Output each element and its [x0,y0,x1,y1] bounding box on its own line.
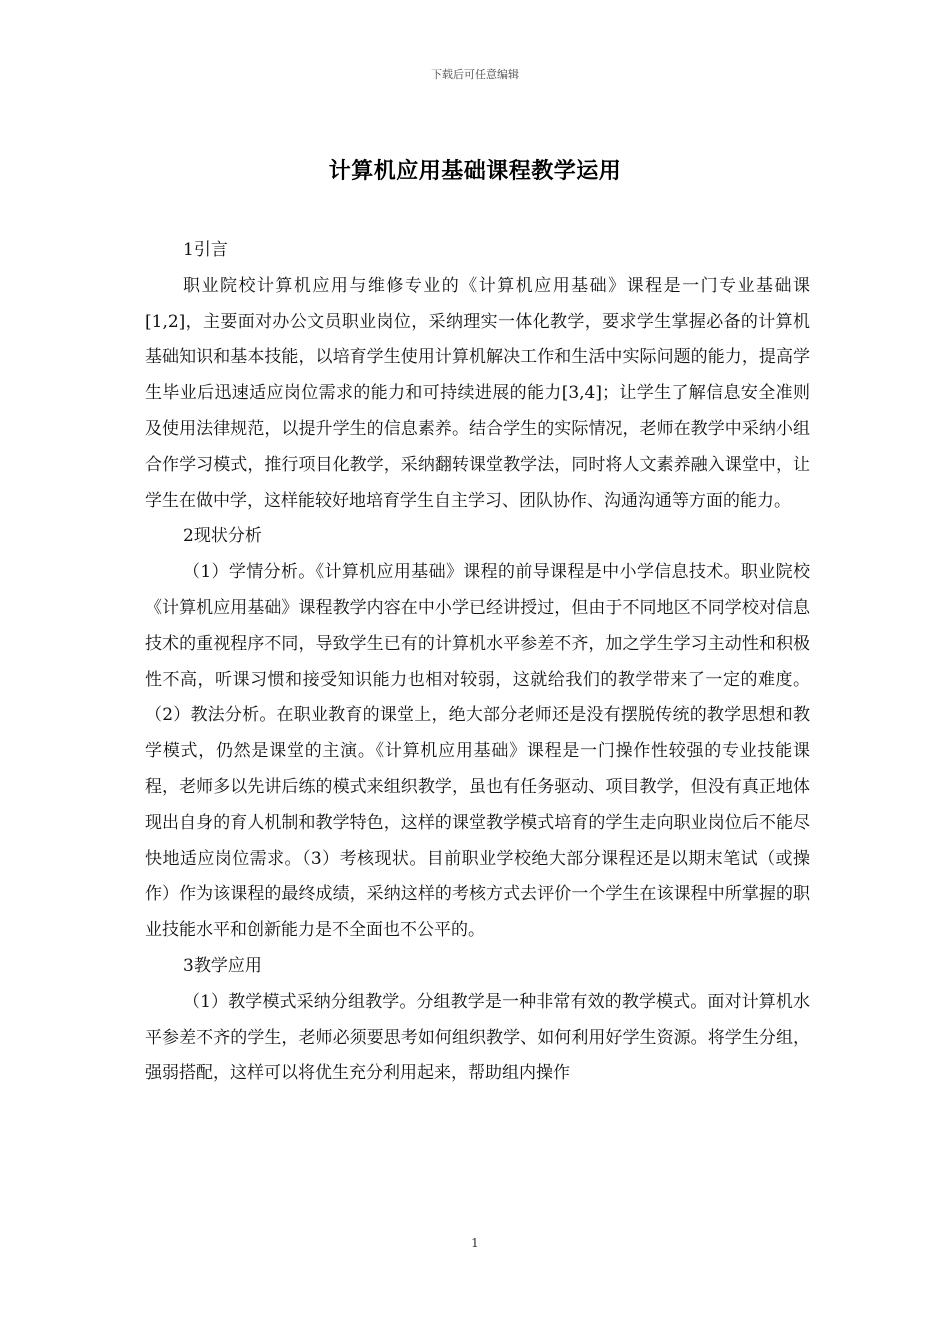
section-heading-application: 3教学应用 [183,955,262,976]
document-body [145,233,810,1092]
section-heading-status: 2现状分析 [183,526,262,547]
page-number: 1 [471,1236,479,1250]
paragraph-intro: 职业院校计算机应用与维修专业的《计算机应用基础》课程是一门专业基础课[1,2]，主要面对办公文员职业岗位，采纳理实一体化教学，要求学生掌握必备的计算机基础知识和基本技能，以培育学生使用计算机解决工作和生活中实际问题的能力，提高学生毕业后迅速适应岗位需求的能力和可持续进展的能力[3,4]；让学生了解信息安全准则及使用法律规范，以提升学生的信息素养。结合学生的实际情况，老师在教学中采纳小组合作学习模式，推行项目化教学，采纳翻转课堂教学法，同时将人文素养融入课堂中，让学生在做中学，这样能较好地培育学生自主学习、团队协作、沟通沟通等方面的能力。 [145,275,810,511]
paragraph-status: （1）学情分析。《计算机应用基础》课程的前导课程是中小学信息技术。职业院校《计算机应用基础》课程教学内容在中小学已经讲授过，但由于不同地区不同学校对信息技术的重视程序不同，导致学生已有的计算机水平参差不齐，加之学生学习主动性和积极性不高，听课习惯和接受知识能力也相对较弱，这就给我们的教学带来了一定的难度。（2）教法分析。在职业教育的课堂上，绝大部分老师还是没有摆脱传统的教学思想和教学模式，仍然是课堂的主演。《计算机应用基础》课程是一门操作性较强的专业技能课程，老师多以先讲后练的模式来组织教学，虽也有任务驱动、项目教学，但没有真正地体现出自身的育人机制和教学特色，这样的课堂教学模式培育的学生走向职业岗位后不能尽快地适应岗位需求。（3）考核现状。目前职业学校绝大部分课程还是以期末笔试（或操作）作为该课程的最终成绩，采纳这样的考核方式去评价一个学生在该课程中所掌握的职业技能水平和创新能力是不全面也不公平的。 [145,562,810,941]
section-heading-intro: 1引言 [183,240,228,260]
paragraph-application: （1）教学模式采纳分组教学。分组教学是一种非常有效的教学模式。面对计算机水平参差不齐的学生，老师必须要思考如何组织教学、如何利用好学生资源。将学生分组，强弱搭配，这样可以将优生充分利用起来，帮助组内操作 [145,991,810,1084]
document-title: 计算机应用基础课程教学运用 [328,159,622,184]
header-note: 下载后可任意编辑 [431,68,519,81]
